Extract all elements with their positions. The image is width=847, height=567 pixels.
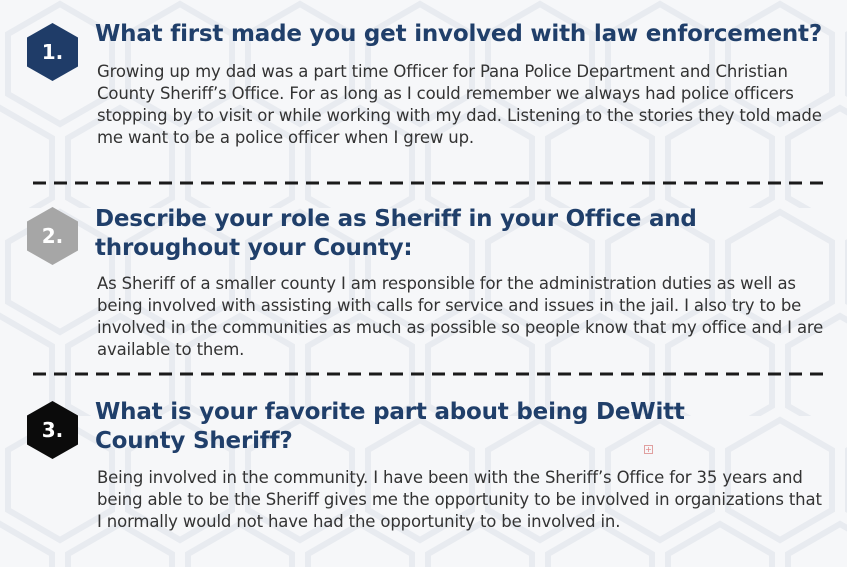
question-heading: What is your favorite part about being DeWitt County Sheriff? — [95, 399, 685, 454]
dashed-separator — [33, 181, 823, 185]
answer-text: Growing up my dad was a part time Officer for Pana Police Department and Christian County Sheriff’s Office. For as long as I could remember we always had police officers stopping by to visit or while working with my dad. Listening to the stories they told made me want to be a police officer when I grew up. — [97, 62, 822, 147]
answer-text: As Sheriff of a smaller county I am responsible for the administration duties as well as being involved with assisting with calls for service and issues in the jail. I also try to be involved in the communities as much as possible so people know that my office and I are available to them. — [97, 274, 824, 359]
number-badge-2 — [25, 206, 80, 266]
badge-number: 2. — [41, 224, 64, 248]
dashed-separator — [33, 372, 823, 376]
badge-number: 3. — [41, 418, 64, 442]
number-badge-3 — [25, 400, 80, 460]
number-badge-1 — [25, 22, 80, 82]
edit-plus-icon[interactable]: + — [645, 445, 652, 454]
question-heading: Describe your role as Sheriff in your Office and throughout your County: — [95, 206, 697, 261]
question-heading: What first made you get involved with law enforcement? — [95, 21, 822, 47]
answer-text: Being involved in the community. I have been with the Sheriff’s Office for 35 years and being able to be the Sheriff gives me the opportunity to be involved in organizations that I normally would not have had the opportunity to be involved in. — [97, 468, 822, 531]
badge-number: 1. — [41, 40, 64, 64]
